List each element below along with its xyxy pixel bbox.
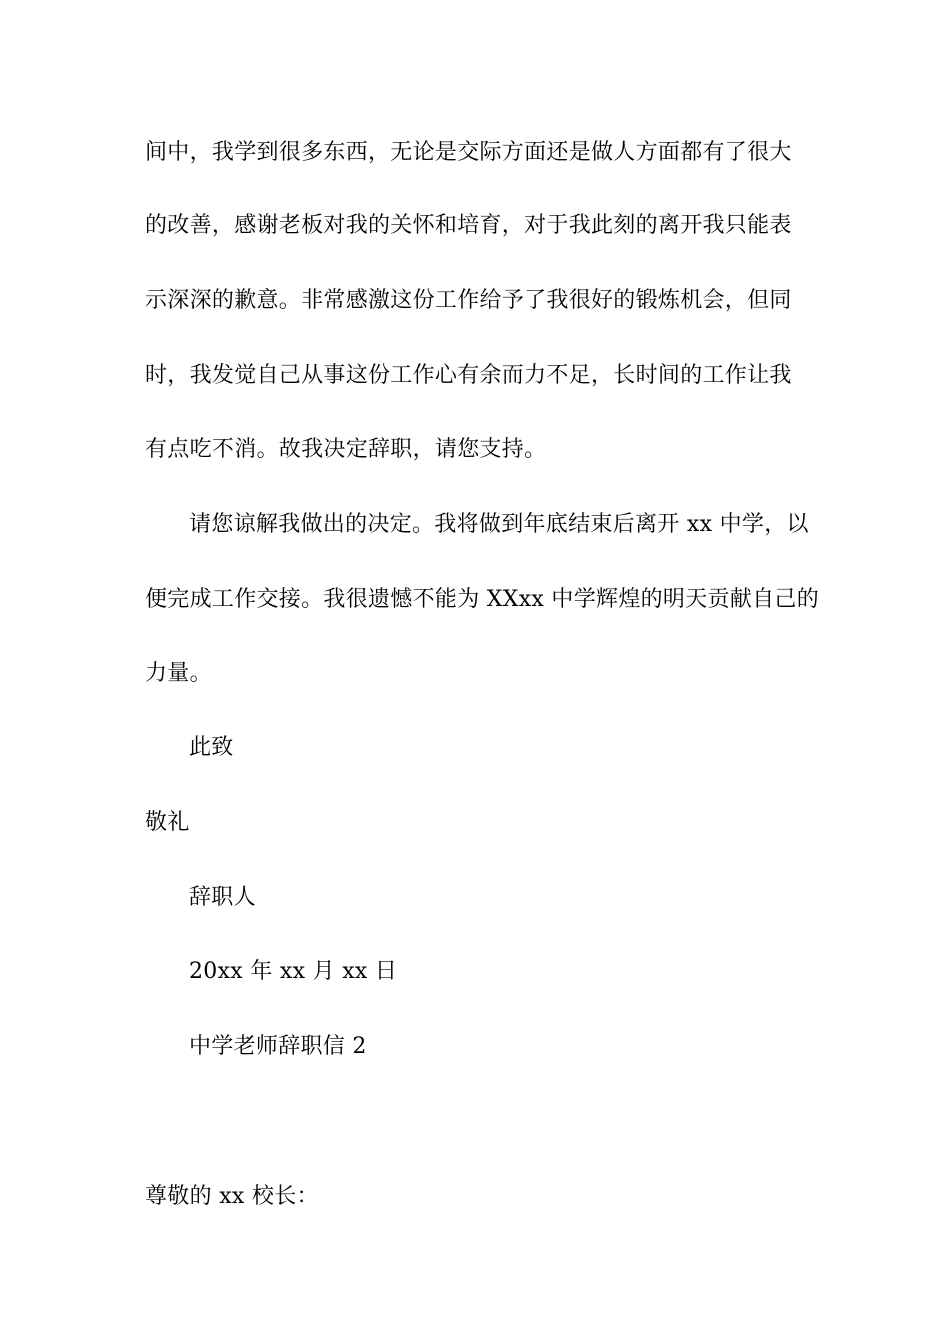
paragraph-line: 的改善，感谢老板对我的关怀和培育，对于我此刻的离开我只能表 bbox=[145, 213, 792, 238]
paragraph-line: 请您谅解我做出的决定。我将做到年底结束后离开 xx 中学，以 bbox=[189, 512, 809, 537]
next-letter-title: 中学老师辞职信 2 bbox=[189, 1034, 367, 1059]
paragraph-line: 力量。 bbox=[145, 661, 212, 686]
salutation-end: 敬礼 bbox=[145, 810, 190, 835]
signer-label: 辞职人 bbox=[189, 885, 256, 910]
paragraph-line: 间中，我学到很多东西，无论是交际方面还是做人方面都有了很大 bbox=[145, 140, 792, 165]
paragraph-line: 示深深的歉意。非常感激这份工作给予了我很好的锻炼机会，但同 bbox=[145, 288, 792, 313]
paragraph-line: 时，我发觉自己从事这份工作心有余而力不足，长时间的工作让我 bbox=[145, 363, 792, 388]
closing-text: 此致 bbox=[189, 735, 234, 760]
paragraph-line: 有点吃不消。故我决定辞职，请您支持。 bbox=[145, 437, 547, 462]
letter-date: 20xx 年 xx 月 xx 日 bbox=[189, 959, 398, 984]
paragraph-line: 便完成工作交接。我很遗憾不能为 XXxx 中学辉煌的明天贡献自己的 bbox=[145, 587, 820, 612]
next-letter-greeting: 尊敬的 xx 校长： bbox=[145, 1184, 319, 1209]
